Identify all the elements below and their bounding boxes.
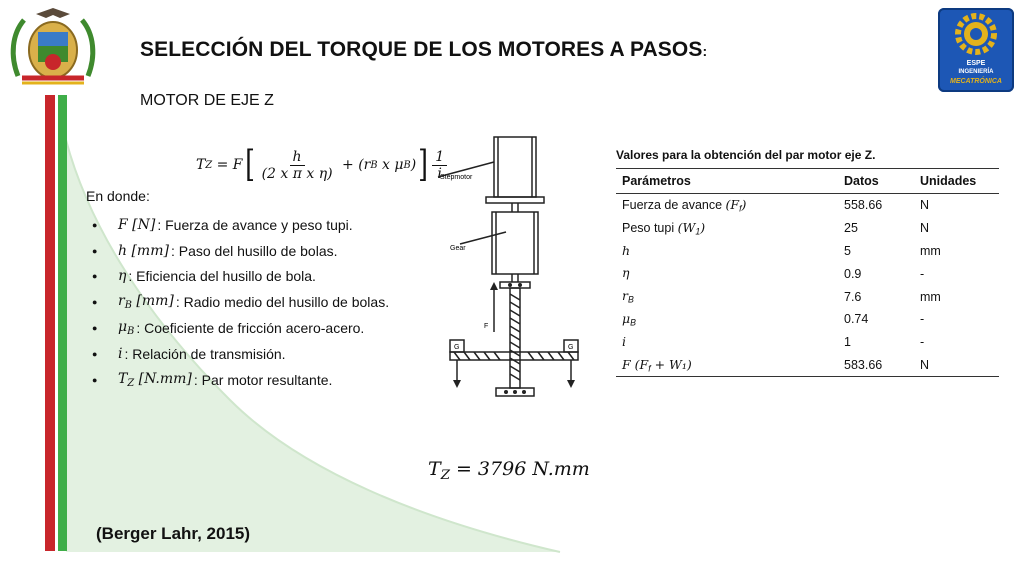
slide-title-text: SELECCIÓN DEL TORQUE DE LOS MOTORES A PASOS — [140, 38, 703, 61]
definition-text: : Relación de transmisión. — [124, 345, 286, 362]
unit-cell: mm — [920, 289, 941, 304]
bullet-icon: ● — [92, 297, 98, 308]
unit-cell: N — [920, 198, 930, 213]
citation: (Berger Lahr, 2015) — [96, 524, 251, 543]
formula-fraction-num: h — [290, 149, 305, 166]
formula-mid: + (r — [337, 157, 371, 173]
figure-label-g-left: G — [454, 344, 460, 351]
unit-cell: - — [920, 266, 925, 281]
definition-text: : Paso del husillo de bolas. — [170, 242, 338, 259]
formula-fraction-den: (2 x π x η) — [261, 165, 333, 182]
definition-text: : Radio medio del husillo de bolas. — [175, 294, 390, 311]
bullet-icon: ● — [92, 271, 98, 282]
gear-body — [492, 212, 538, 274]
figure-label-stepmotor: Stepmotor — [440, 174, 473, 181]
table-row — [616, 308, 999, 331]
bullet-icon: ● — [92, 245, 98, 256]
figure-label-force: F — [484, 323, 489, 330]
table-header-cell: Unidades — [914, 169, 999, 194]
list-item — [92, 264, 389, 290]
list-item — [92, 238, 389, 264]
parameter-cell: η — [622, 265, 630, 281]
value-cell: 558.66 — [844, 198, 883, 213]
value-cell: 0.9 — [844, 266, 862, 281]
formula-ratio-num: 1 — [432, 149, 447, 166]
logo-line-mecatronica: MECATRÓNICA — [950, 78, 1002, 85]
list-item — [92, 341, 389, 367]
formula-rhs-start: = F — [212, 157, 243, 173]
red-stripe — [45, 95, 55, 551]
table-caption: Valores para la obtención del par motor eje Z. — [616, 148, 876, 162]
logo-line-espe: ESPE — [966, 60, 986, 67]
gear-emblem-icon — [938, 10, 1014, 60]
logo-line-ingenieria: INGENIERÍA — [958, 69, 994, 75]
bullet-icon: ● — [92, 219, 98, 230]
definitions-heading: En donde: — [86, 188, 150, 204]
table-row — [616, 240, 999, 263]
bullet-icon: ● — [92, 323, 98, 334]
result-lhs: T — [428, 458, 441, 480]
bullet-icon: ● — [92, 374, 98, 385]
formula-ratio-den: i — [437, 165, 442, 182]
unit-cell: N — [914, 354, 999, 377]
list-item — [92, 367, 389, 393]
formula-lhs-sub: Z — [205, 159, 213, 171]
list-item — [92, 289, 389, 315]
definition-symbol: $T_Z$ [N.mm] — [118, 370, 192, 389]
formula-lhs: T — [196, 157, 206, 173]
stepmotor-body — [494, 137, 536, 197]
parameter-cell: $\mu_B$ — [622, 311, 636, 328]
torque-formula: T Z = F [ $\frac{h}{\text{(2 x π x η)}}$ + (r B x μ B ) ] $\frac{1}{i}$ — [196, 143, 449, 187]
table-row — [616, 262, 999, 285]
value-cell: 1 — [844, 335, 851, 350]
definition-text: : Par motor resultante. — [193, 371, 333, 388]
value-cell: 5 — [844, 243, 851, 258]
table-row — [616, 217, 999, 240]
parameter-cell: F $(F_f + W_1)$ — [616, 354, 838, 377]
bullet-icon: ● — [92, 348, 98, 359]
unit-cell: - — [920, 335, 925, 350]
list-item — [92, 315, 389, 341]
value-cell: 583.66 — [838, 354, 914, 377]
formula-mid-end-sub: B — [403, 159, 411, 171]
value-cell: 0.74 — [844, 312, 869, 327]
stepmotor-gear-diagram — [436, 132, 586, 402]
table-header-row — [616, 169, 999, 194]
parameter-cell: i — [622, 333, 626, 349]
definition-symbol: i — [118, 345, 123, 362]
table-header-cell: Parámetros — [616, 169, 838, 194]
parameter-cell: Peso tupi $(W_1)$ — [622, 219, 706, 237]
figure-label-gear: Gear — [450, 245, 466, 252]
list-item — [92, 212, 389, 238]
table-row — [616, 354, 999, 377]
slide-title-colon: : — [702, 43, 708, 59]
formula-mid-sub: B — [370, 159, 378, 171]
definition-symbol: h [mm] — [118, 242, 169, 259]
table-row — [616, 194, 999, 217]
slide-title — [140, 38, 707, 62]
coat-of-arms-logo — [8, 6, 98, 90]
definition-symbol: η — [118, 268, 127, 285]
definition-symbol: F [N] — [118, 216, 156, 233]
slide-subtitle: MOTOR DE EJE Z — [140, 92, 274, 109]
result-rhs: = 3796 N.mm — [449, 458, 590, 480]
green-stripe — [58, 95, 67, 551]
formula-fraction — [259, 149, 336, 182]
unit-cell: N — [920, 221, 930, 236]
table-row — [616, 331, 999, 354]
value-cell: 25 — [844, 221, 858, 236]
figure-label-g-right: G — [568, 344, 574, 351]
parameters-table — [616, 168, 999, 377]
white-gap-stripe — [55, 95, 58, 551]
definition-symbol: $\mu_B$ — [118, 319, 135, 338]
formula-mid-close: ) — [410, 157, 417, 173]
parameter-cell: Fuerza de avance $(F_f)$ — [622, 197, 747, 214]
unit-cell: - — [920, 312, 925, 327]
definitions-list — [92, 212, 389, 393]
motor-flange — [486, 197, 544, 203]
table-row — [616, 285, 999, 308]
torque-result — [428, 458, 590, 483]
espe-mecatronica-logo — [938, 8, 1014, 92]
parameter-cell: $r_B$ — [622, 288, 634, 305]
definition-text: : Fuerza de avance y peso tupi. — [157, 216, 353, 233]
value-cell: 7.6 — [844, 289, 862, 304]
definition-text: : Coeficiente de fricción acero-acero. — [136, 320, 365, 337]
parameter-cell: h — [622, 242, 631, 258]
table-header-cell: Datos — [838, 169, 914, 194]
unit-cell: mm — [920, 243, 941, 258]
definition-text: : Eficiencia del husillo de bola. — [128, 268, 316, 285]
result-lhs-sub: Z — [440, 467, 450, 483]
definition-symbol: $r_B$ [mm] — [118, 293, 174, 312]
formula-mid-end: x μ — [377, 157, 404, 173]
